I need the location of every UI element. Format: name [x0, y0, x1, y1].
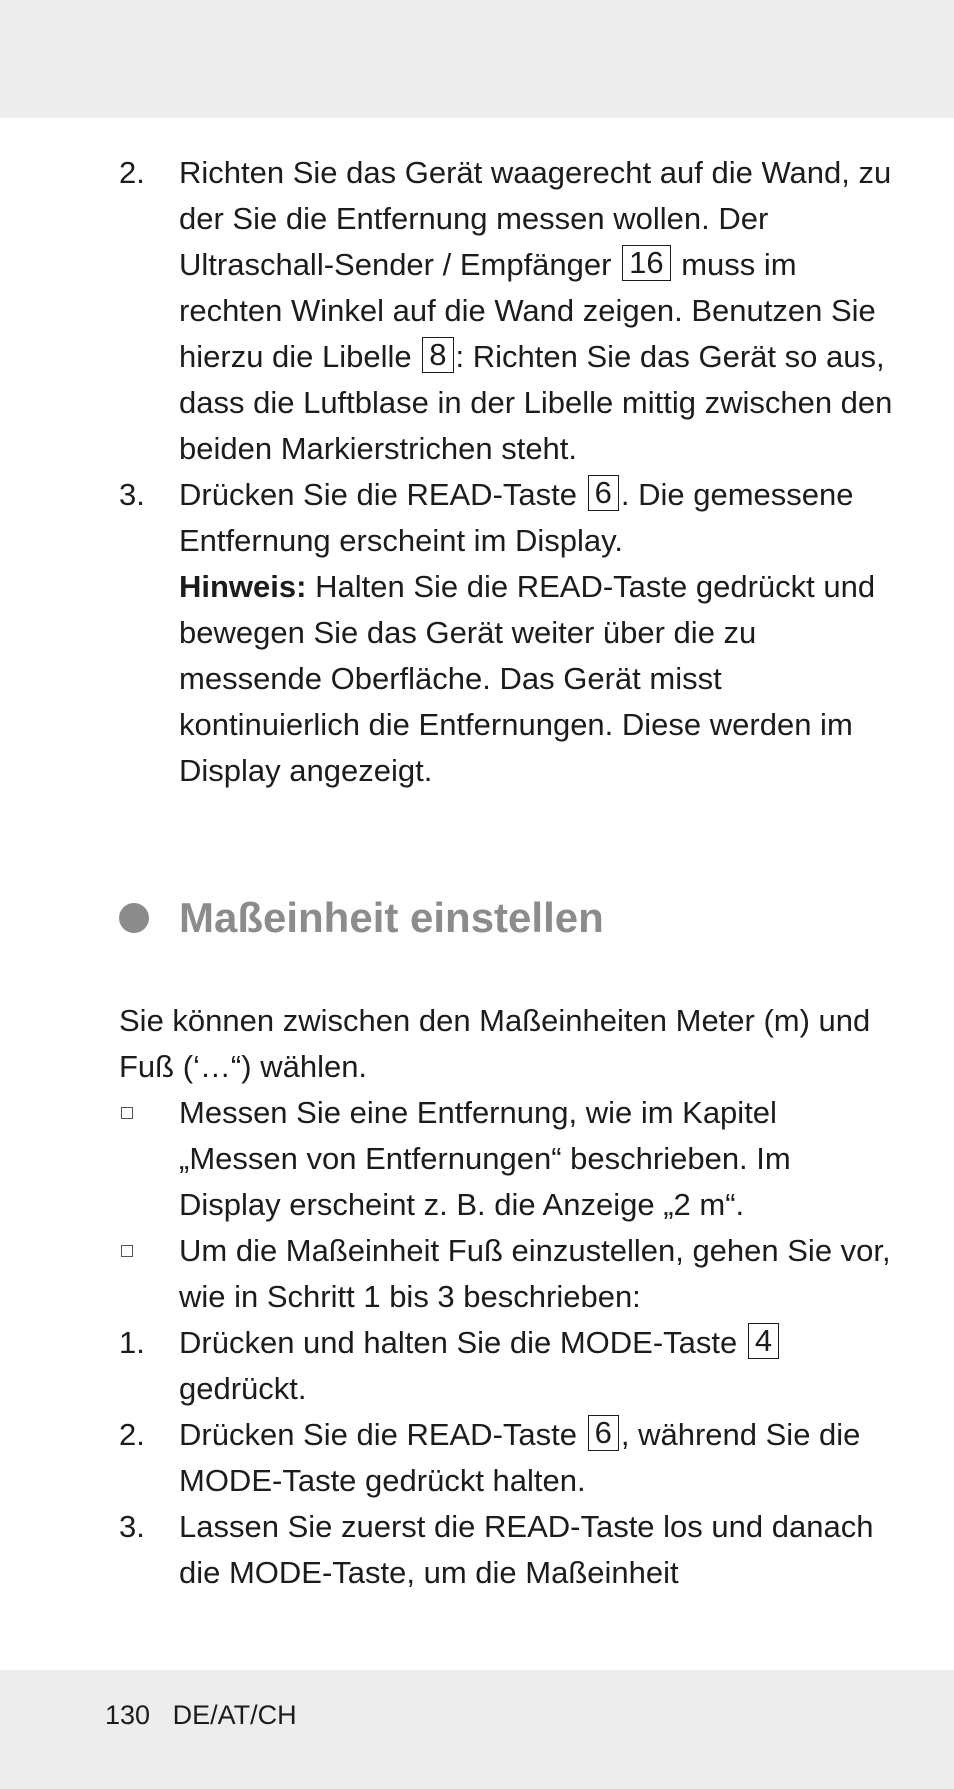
reference-box: 16: [622, 245, 670, 281]
step-3: [0, 472, 954, 794]
reference-box: 8: [422, 337, 453, 373]
note-text: Halten Sie die READ-Taste gedrückt und bewegen Sie das Gerät weiter über die zu messende Oberfläche. Das Gerät misst kontinuierlich die Entfernungen. Diese werden im Display angezeigt.: [179, 569, 876, 788]
unit-step-3: [0, 1504, 954, 1596]
section-bullet-icon: [119, 903, 149, 933]
step-number: 2.: [119, 155, 145, 190]
reference-box: 4: [748, 1323, 779, 1359]
step-text: Drücken Sie die READ-Taste: [179, 1417, 577, 1452]
step-text: gedrückt.: [179, 1371, 307, 1406]
step-2: [0, 150, 954, 472]
bullet-item: [0, 1228, 954, 1320]
header-band: [0, 0, 954, 118]
step-text: . Die gemessene Entfernung erscheint im Display.: [179, 477, 854, 558]
unit-step-1: [0, 1320, 954, 1412]
bullet-text: Messen Sie eine Entfernung, wie im Kapitel „Messen von Entfernungen“ beschrieben. Im Display erscheint z. B. die Anzeige „2 m“.: [179, 1095, 791, 1222]
step-text: Drücken und halten Sie die MODE-Taste: [179, 1325, 738, 1360]
note-label: Hinweis:: [179, 569, 307, 604]
step-number: 1.: [119, 1325, 145, 1360]
step-text: Drücken Sie die READ-Taste: [179, 477, 577, 512]
step-text: Richten Sie das Gerät waagerecht auf die Wand, zu der Sie die Entfernung messen wollen. Der Ultraschall-Sender / Empfänger: [179, 155, 892, 282]
unit-step-2: [0, 1412, 954, 1504]
page-number: 130: [105, 1700, 151, 1730]
step-text: , während Sie die MODE-Taste gedrückt halten.: [179, 1417, 861, 1498]
section-title: Maßeinheit einstellen: [179, 894, 604, 941]
page-footer: [105, 1700, 297, 1731]
section-heading: [0, 888, 954, 948]
step-text: : Richten Sie das Gerät so aus, dass die Luftblase in der Libelle mittig zwischen den beiden Markierstrichen steht.: [179, 339, 893, 466]
step-number: 3.: [119, 1509, 145, 1544]
bullet-text: Um die Maßeinheit Fuß einzustellen, gehen Sie vor, wie in Schritt 1 bis 3 beschrieben:: [179, 1233, 891, 1314]
reference-box: 6: [588, 475, 619, 511]
step-number: 3.: [119, 477, 145, 512]
step-text: Lassen Sie zuerst die READ-Taste los und danach die MODE-Taste, um die Maßeinheit: [179, 1509, 874, 1590]
step-number: 2.: [119, 1417, 145, 1452]
step-text: muss im rechten Winkel auf die Wand zeigen. Benutzen Sie hierzu die Libelle: [179, 247, 876, 374]
section-intro: Sie können zwischen den Maßeinheiten Meter (m) und Fuß (‘…“) wählen.: [119, 1003, 871, 1084]
page-content: [0, 150, 954, 1596]
checkbox-square-icon: [121, 1107, 133, 1119]
region-label: DE/AT/CH: [172, 1700, 297, 1730]
bullet-item: [0, 1090, 954, 1228]
checkbox-square-icon: [121, 1245, 133, 1257]
reference-box: 6: [588, 1415, 619, 1451]
